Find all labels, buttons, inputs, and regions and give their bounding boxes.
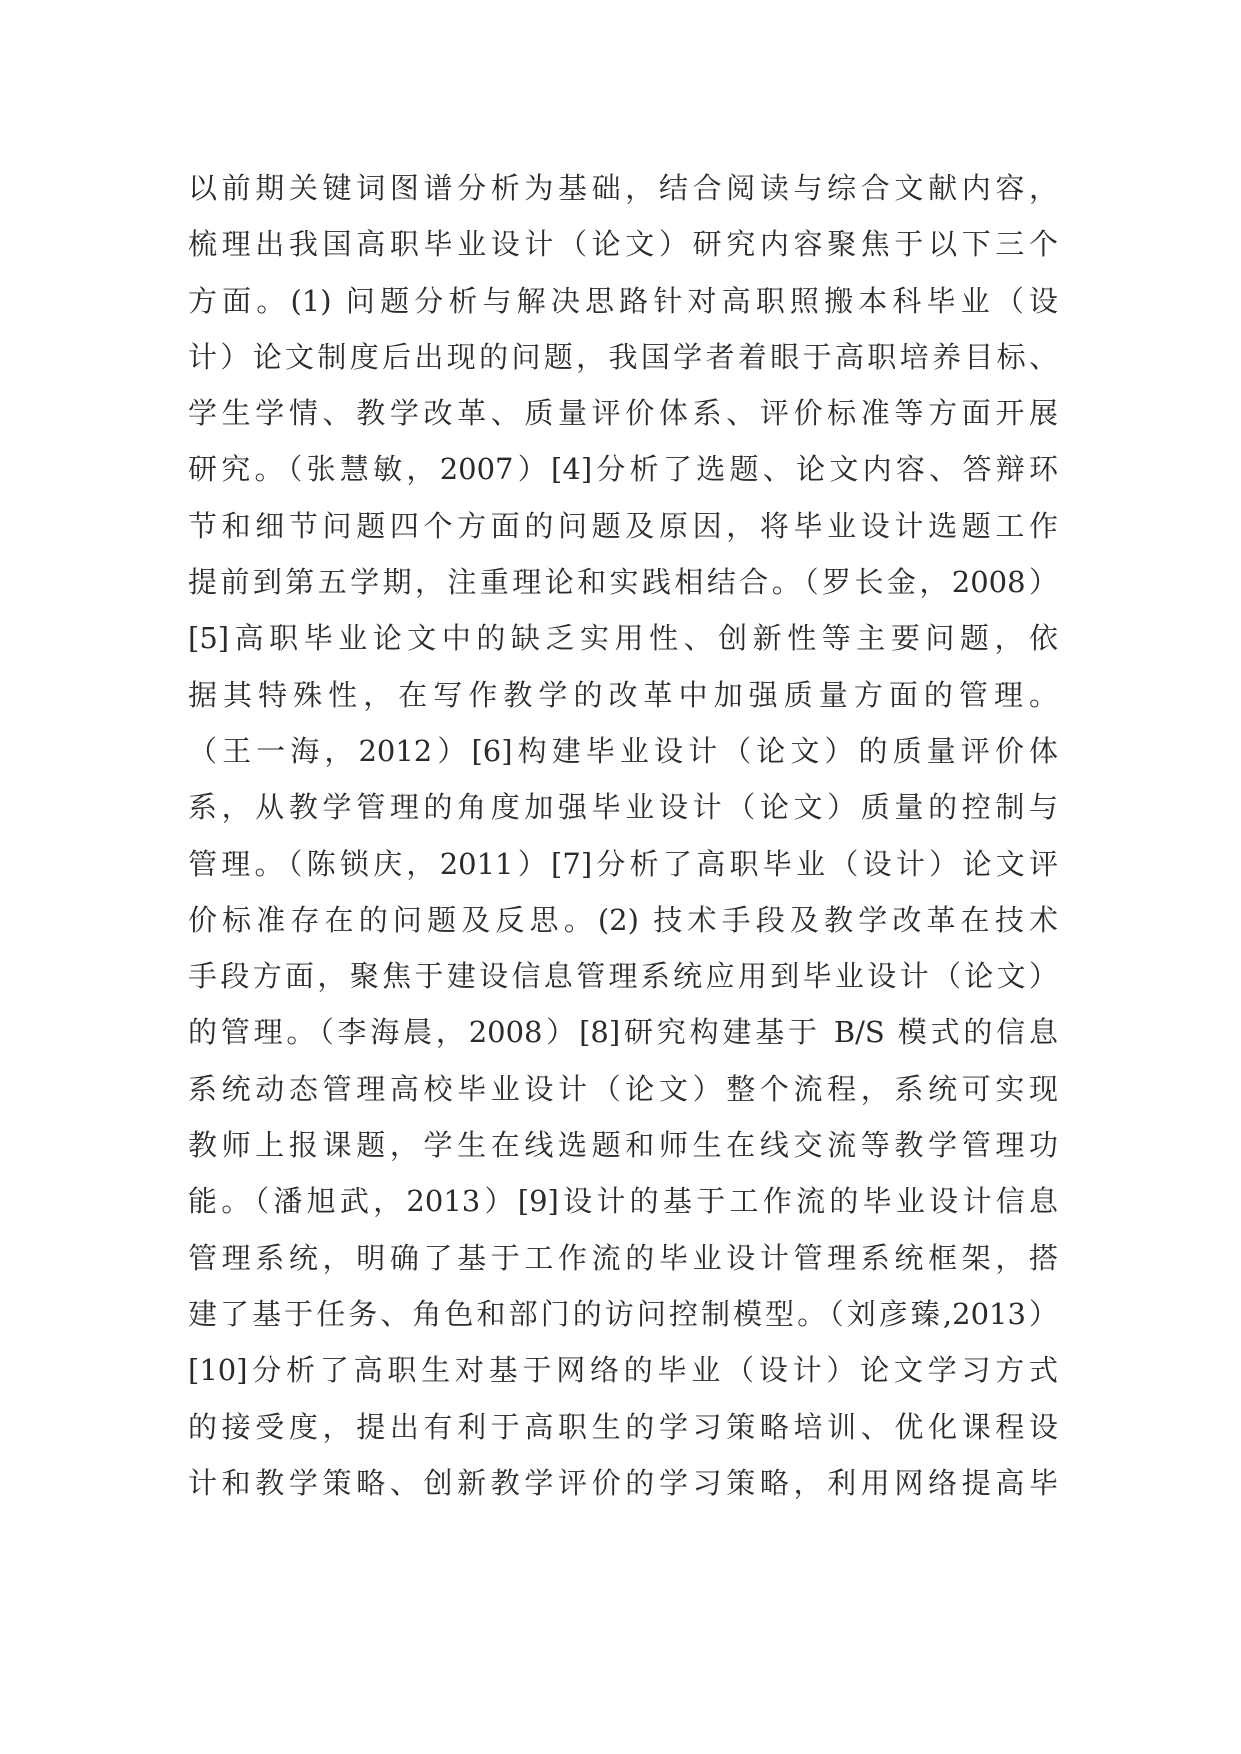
text-line: 研究。（张慧敏，2007）[4]分析了选题、论文内容、答辩环 (188, 452, 1058, 487)
text-line: 教师上报课题，学生在线选题和师生在线交流等教学管理功 (188, 1128, 1058, 1163)
text-line: 建了基于任务、角色和部门的访问控制模型。（刘彦臻,2013） (188, 1296, 1058, 1331)
text-line: [5]高职毕业论文中的缺乏实用性、创新性等主要问题，依 (188, 621, 1058, 656)
text-line: 据其特殊性，在写作教学的改革中加强质量方面的管理。 (188, 677, 1058, 712)
text-line: 计）论文制度后出现的问题，我国学者着眼于高职培养目标、 (188, 339, 1058, 374)
text-line: 系，从教学管理的角度加强毕业设计（论文）质量的控制与 (188, 790, 1058, 825)
text-line: 的接受度，提出有利于高职生的学习策略培训、优化课程设 (188, 1409, 1058, 1444)
text-line: 节和细节问题四个方面的问题及原因，将毕业设计选题工作 (188, 508, 1058, 543)
body-paragraph (188, 160, 1058, 1511)
text-line: [10]分析了高职生对基于网络的毕业（设计）论文学习方式 (188, 1353, 1058, 1388)
text-line: 价标准存在的问题及反思。(2) 技术手段及教学改革在技术 (188, 902, 1058, 937)
text-line: 能。（潘旭武，2013）[9]设计的基于工作流的毕业设计信息 (188, 1184, 1058, 1219)
text-line: 方面。(1) 问题分析与解决思路针对高职照搬本科毕业（设 (188, 283, 1058, 318)
text-line: 以前期关键词图谱分析为基础，结合阅读与综合文献内容， (188, 171, 1058, 205)
text-line: （王一海，2012）[6]构建毕业设计（论文）的质量评价体 (188, 733, 1058, 768)
text-line: 手段方面，聚焦于建设信息管理系统应用到毕业设计（论文） (188, 959, 1058, 994)
text-line: 梳理出我国高职毕业设计（论文）研究内容聚焦于以下三个 (188, 227, 1058, 262)
text-line: 提前到第五学期，注重理论和实践相结合。（罗长金，2008） (188, 565, 1058, 600)
text-line: 管理。（陈锁庆，2011）[7]分析了高职毕业（设计）论文评 (188, 846, 1058, 881)
text-line: 计和教学策略、创新教学评价的学习策略，利用网络提高毕 (188, 1465, 1058, 1500)
text-line: 学生学情、教学改革、质量评价体系、评价标准等方面开展 (188, 396, 1058, 431)
text-line: 管理系统，明确了基于工作流的毕业设计管理系统框架，搭 (188, 1240, 1058, 1275)
text-line: 系统动态管理高校毕业设计（论文）整个流程，系统可实现 (188, 1071, 1058, 1106)
text-line: 的管理。（李海晨，2008）[8]研究构建基于 B/S 模式的信息 (188, 1015, 1058, 1050)
